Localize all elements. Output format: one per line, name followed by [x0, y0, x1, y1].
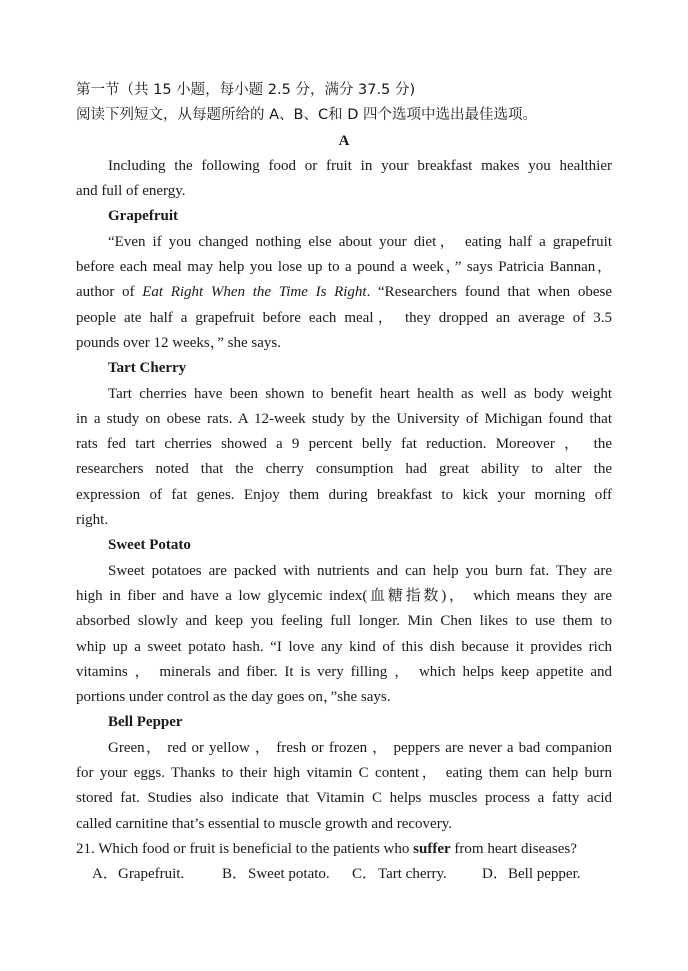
- paragraph-line: called carnitine that’s essential to muscle growth and recovery.: [76, 815, 452, 832]
- answer-options: [76, 862, 612, 887]
- paragraph-line: Tart cherries have been shown to benefit heart health as well as body weight: [108, 385, 612, 402]
- paragraph-line: whip up a sweet potato hash. “I love any kind of this dish because it provides rich: [76, 638, 612, 655]
- author-text: author of: [76, 284, 143, 301]
- question-keyword: suffer: [413, 840, 451, 857]
- option-letter: A．: [92, 866, 118, 883]
- section-title-tart-cherry: Tart Cherry: [108, 360, 187, 377]
- question-text-post: from heart diseases?: [450, 840, 577, 857]
- paragraph-line: Sweet potatoes are packed with nutrients and can help you burn fat. They are: [108, 562, 612, 579]
- question-stem: [76, 837, 612, 862]
- option-a[interactable]: [92, 862, 222, 887]
- paragraph-line: before each meal may help you lose up to a pound a week，” says Patricia Bannan，: [76, 259, 612, 276]
- section-header: 第一节（共 15 小题，每小题 2.5 分，满分 37.5 分): [76, 82, 416, 98]
- paragraph-line: for your eggs. Thanks to their high vitamin C content， eating them can help burn: [76, 765, 612, 782]
- paragraph-line: “Even if you changed nothing else about your diet， eating half a grapefruit: [108, 233, 612, 250]
- page-content: [76, 78, 612, 888]
- option-text: Tart cherry.: [378, 866, 447, 883]
- option-text: Grapefruit.: [118, 866, 185, 883]
- instruction-text: 阅读下列短文，从每题所给的 A、B、C和 D 四个选项中选出最佳选项。: [76, 107, 537, 124]
- option-b[interactable]: [222, 862, 352, 887]
- paragraph-line: in a study on obese rats. A 12-week study by the University of Michigan found that: [76, 410, 612, 427]
- paragraph-line: pounds over 12 weeks，” she says.: [76, 334, 281, 351]
- paragraph-line: Green， red or yellow ， fresh or frozen ， peppers are never a bad companion: [108, 739, 612, 756]
- paragraph-line: portions under control as the day goes on，”she says.: [76, 689, 391, 706]
- option-c[interactable]: [352, 862, 482, 887]
- quote-text: . “Researchers found that when obese: [366, 284, 612, 301]
- paragraph-line: vitamins ， minerals and fiber. It is very filling ， which helps keep appetite and: [76, 663, 612, 680]
- option-d[interactable]: [482, 862, 612, 887]
- intro-line-1: Including the following food or fruit in your breakfast makes you healthier: [108, 157, 612, 174]
- paragraph-line: people ate half a grapefruit before each meal， they dropped an average of 3.5: [76, 309, 612, 326]
- paragraph-line: expression of fat genes. Enjoy them during breakfast to kick your morning off: [76, 486, 612, 503]
- question-text-pre: 21. Which food or fruit is beneficial to the patients who: [76, 840, 414, 857]
- paragraph-line-with-book-title: [76, 280, 612, 305]
- book-title: Eat Right When the Time Is Right: [142, 284, 367, 301]
- paragraph-line: stored fat. Studies also indicate that Vitamin C helps muscles process a fatty acid: [76, 790, 612, 807]
- paragraph-line: absorbed slowly and keep you feeling full longer. Min Chen likes to use them to: [76, 613, 612, 630]
- option-letter: C．: [352, 866, 378, 883]
- intro-line-2: and full of energy.: [76, 183, 186, 200]
- paragraph-line: right.: [76, 512, 109, 529]
- passage-letter: A: [338, 132, 350, 149]
- option-text: Sweet potato.: [248, 866, 330, 883]
- paragraph-line: researchers noted that the cherry consumption had great ability to alter the: [76, 461, 612, 478]
- paragraph-line: rats fed tart cherries showed a 9 percent belly fat reduction. Moreover ， the: [76, 436, 612, 453]
- option-letter: D．: [482, 866, 508, 883]
- paragraph-line: high in fiber and have a low glycemic index(血糖指数)， which means they are: [76, 587, 612, 604]
- option-letter: B．: [222, 866, 248, 883]
- option-text: Bell pepper.: [508, 866, 581, 883]
- section-title-grapefruit: Grapefruit: [108, 208, 178, 225]
- section-title-bell-pepper: Bell Pepper: [108, 714, 183, 731]
- section-title-sweet-potato: Sweet Potato: [108, 537, 191, 554]
